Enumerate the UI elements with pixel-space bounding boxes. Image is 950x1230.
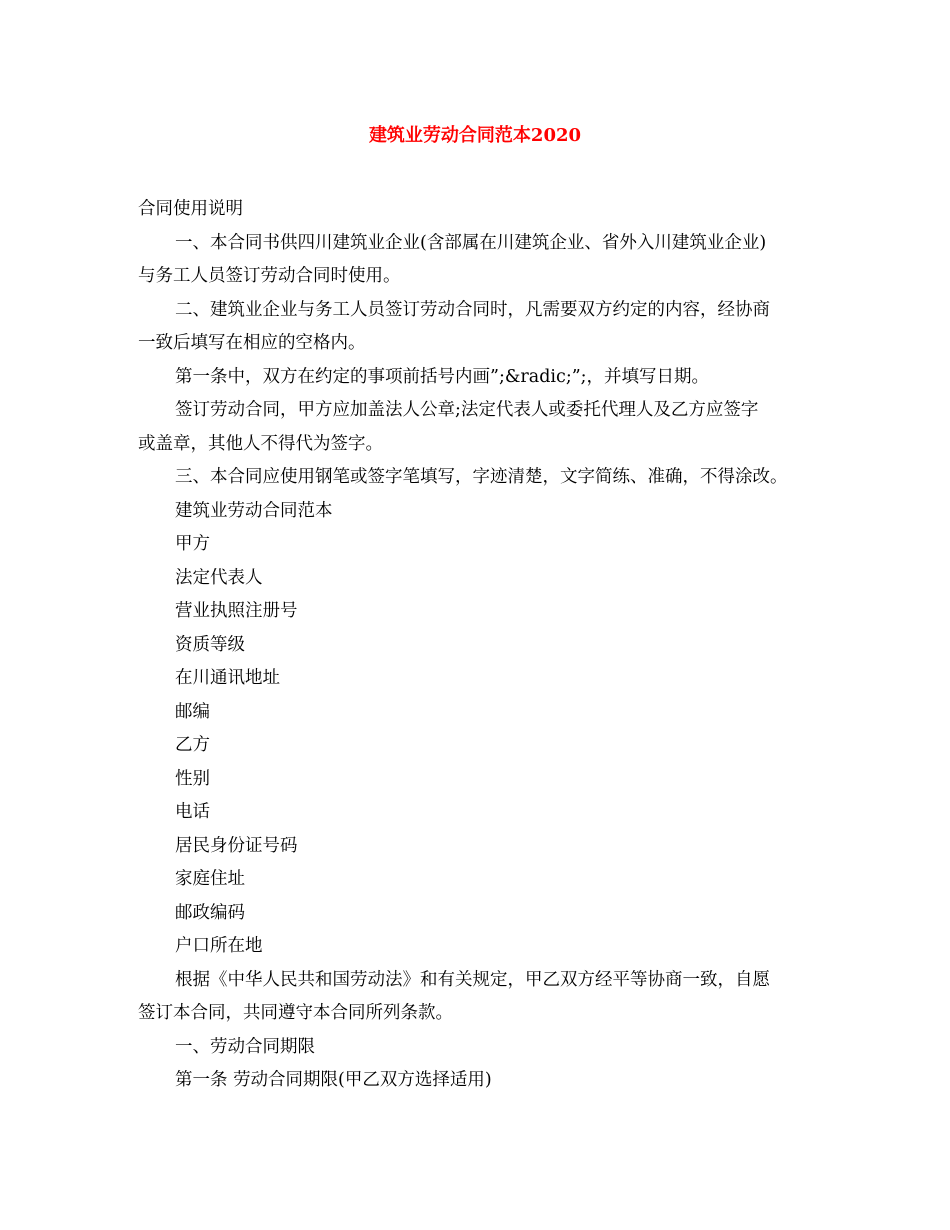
text-line: 性别 [175,768,210,789]
text-line: 在川通讯地址 [175,668,280,688]
text-line: 签订本合同，共同遵守本合同所列条款。 [138,1003,453,1023]
text-line: 根据《中华人民共和国劳动法》和有关规定，甲乙双方经平等协商一致，自愿 [175,969,770,990]
text-line: 一、劳动合同期限 [175,1036,315,1057]
text-line: 居民身份证号码 [175,835,298,856]
text-line: 第一条 劳动合同期限(甲乙双方选择适用) [175,1070,492,1090]
text-line: 甲方 [175,534,210,554]
document-body [138,193,818,1098]
text-line: 合同使用说明 [138,199,243,219]
text-line: 一、本合同书供四川建筑业企业(含部属在川建筑企业、省外入川建筑业企业) [175,232,767,253]
text-line: 一致后填写在相应的空格内。 [138,333,366,353]
text-line: 邮编 [175,701,210,722]
text-line: 建筑业劳动合同范本 [175,500,333,521]
text-line: 与务工人员签订劳动合同时使用。 [138,266,401,286]
text-line: 第一条中，双方在约定的事项前括号内画”;&radic;”;，并填写日期。 [175,366,710,387]
text-line: 邮政编码 [175,902,245,923]
text-line: 家庭住址 [175,869,245,889]
document-title: 建筑业劳动合同范本2020 [368,125,582,146]
text-line: 乙方 [175,735,210,755]
text-line: 资质等级 [175,634,245,655]
text-line: 或盖章，其他人不得代为签字。 [138,433,383,454]
text-line: 三、本合同应使用钢笔或签字笔填写，字迹清楚，文字简练、准确，不得涂改。 [175,467,788,487]
text-line: 签订劳动合同，甲方应加盖法人公章;法定代表人或委托代理人及乙方应签字 [175,400,759,420]
text-line: 户口所在地 [175,936,263,956]
text-line: 电话 [175,802,210,822]
text-line: 二、建筑业企业与务工人员签订劳动合同时，凡需要双方约定的内容，经协商 [175,299,770,320]
text-line: 营业执照注册号 [175,601,298,621]
text-line: 法定代表人 [175,567,263,588]
